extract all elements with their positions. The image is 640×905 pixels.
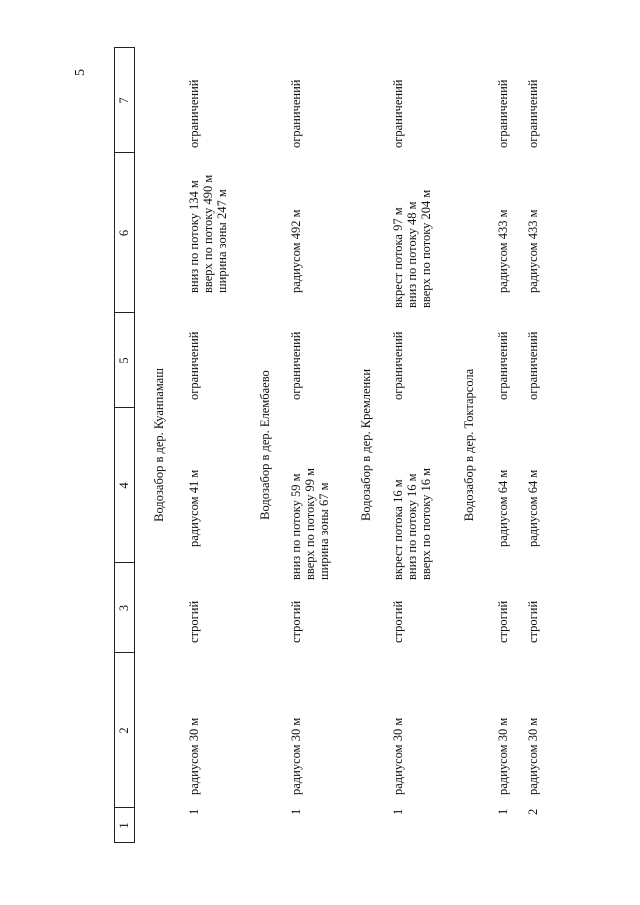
regime-zone-2: ограничений — [289, 331, 303, 400]
regime-zone-3: ограничений — [187, 79, 201, 148]
page-number: 5 — [73, 69, 88, 76]
sanitary-zone-2-size — [526, 470, 540, 547]
sanitary-zone-2-size — [187, 470, 201, 547]
regime-zone-2: ограничений — [391, 331, 405, 400]
regime-zone-2: ограничений — [496, 331, 510, 400]
section-title: Водозабор в дер. Куанпамаш — [152, 368, 166, 522]
zone-3-line: радиусом 492 м — [289, 209, 303, 293]
regime-zone-1: строгий — [526, 600, 540, 643]
zone-2-line: радиусом 64 м — [526, 469, 540, 547]
row-number: 1 — [391, 808, 405, 815]
zone-2-line: вниз по потоку 59 м — [289, 473, 303, 580]
zone-2-line: радиусом 41 м — [187, 469, 201, 547]
row-number: 1 — [187, 808, 201, 815]
section-title: Водозабор в дер. Кремленки — [359, 368, 373, 522]
section-title: Водозабор в дер. Токтарсола — [462, 368, 476, 522]
sanitary-zone-1-size: радиусом 30 м — [391, 717, 405, 795]
zone-2-line: вверх по потоку 99 м — [303, 467, 317, 580]
sanitary-zone-1-size: радиусом 30 м — [496, 717, 510, 795]
zone-3-line: вверх по потоку 490 м — [201, 174, 215, 293]
sanitary-zone-1-size: радиусом 30 м — [526, 717, 540, 795]
regime-zone-2: ограничений — [187, 331, 201, 400]
zone-3-line: вкрест потока 97 м — [391, 207, 405, 308]
column-number-4: 4 — [117, 482, 131, 489]
regime-zone-3: ограничений — [526, 79, 540, 148]
column-number-6: 6 — [117, 229, 131, 237]
row-number: 1 — [496, 808, 510, 815]
sanitary-zone-3-size — [391, 190, 433, 308]
sanitary-zone-3-size — [496, 210, 510, 293]
regime-zone-1: строгий — [496, 600, 510, 643]
sanitary-zone-3-size — [187, 175, 229, 293]
sanitary-zone-2-size — [496, 470, 510, 547]
section-title: Водозабор в дер. Елембаево — [258, 370, 272, 520]
zone-3-line: радиусом 433 м — [526, 209, 540, 293]
row-number: 1 — [289, 808, 303, 815]
row-number: 2 — [526, 808, 540, 815]
sanitary-zone-1-size: радиусом 30 м — [187, 717, 201, 795]
regime-zone-3: ограничений — [391, 79, 405, 148]
sanitary-zone-2-size — [391, 468, 433, 580]
zone-2-line: вниз по потоку 16 м — [405, 473, 419, 580]
column-number-7: 7 — [117, 97, 131, 104]
regime-zone-2: ограничений — [526, 331, 540, 400]
zone-3-line: радиусом 433 м — [496, 209, 510, 293]
zone-2-line: вверх по потоку 16 м — [419, 467, 433, 580]
column-number-1: 1 — [117, 822, 131, 829]
zone-2-line: ширина зоны 67 м — [317, 482, 331, 580]
regime-zone-3: ограничений — [289, 79, 303, 148]
zones-table — [114, 47, 554, 843]
sanitary-zone-2-size — [289, 468, 331, 580]
sanitary-zone-3-size — [289, 210, 303, 293]
regime-zone-1: строгий — [391, 600, 405, 643]
regime-zone-1: строгий — [187, 600, 201, 643]
zone-2-line: вкрест потока 16 м — [391, 479, 405, 580]
column-number-2: 2 — [117, 727, 131, 734]
regime-zone-3: ограничений — [496, 79, 510, 148]
sanitary-zone-3-size — [526, 210, 540, 293]
regime-zone-1: строгий — [289, 600, 303, 643]
sanitary-zone-1-size: радиусом 30 м — [289, 717, 303, 795]
zone-3-line: вниз по потоку 134 м — [187, 180, 201, 293]
zone-3-line: вниз по потоку 48 м — [405, 201, 419, 308]
zone-2-line: радиусом 64 м — [496, 469, 510, 547]
column-number-3: 3 — [117, 604, 131, 612]
header-bottom-border — [134, 47, 135, 843]
zone-3-line: вверх по потоку 204 м — [419, 189, 433, 308]
column-number-5: 5 — [117, 357, 131, 364]
header-top-border — [114, 47, 115, 843]
zone-3-line: ширина зоны 247 м — [215, 189, 229, 293]
